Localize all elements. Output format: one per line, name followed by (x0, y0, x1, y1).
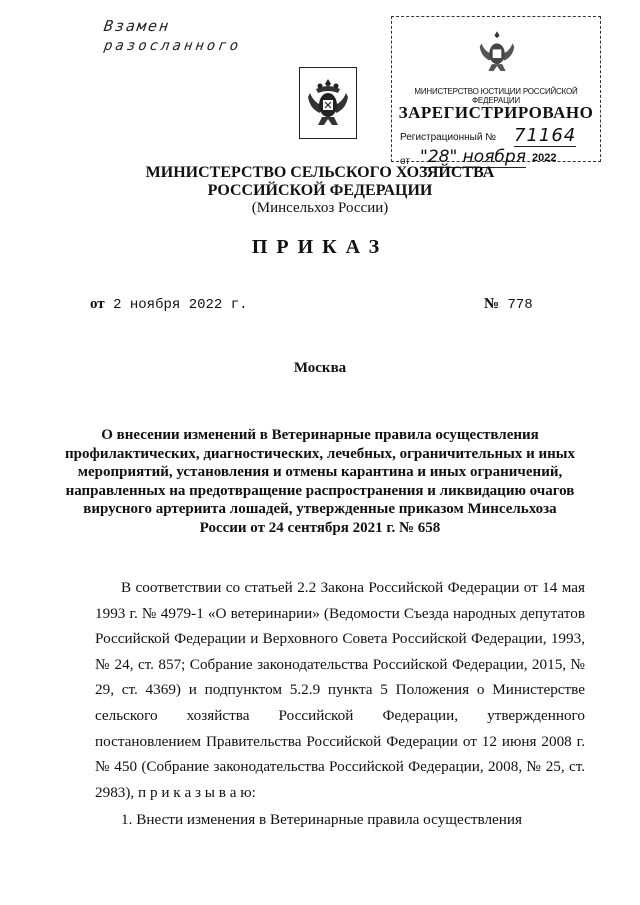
order-title: ПРИКАЗ (251, 236, 389, 258)
ministry-name-line-2: РОССИЙСКОЙ ФЕДЕРАЦИИ (207, 182, 433, 199)
preamble-paragraph: В соответствии со статьей 2.2 Закона Российской Федерации от 14 мая 1993 г. № 4979-1 «О ветеринарии» (Ведомости Съезда народных депутатов Российской Федерации и Верховного Совета Российской Федерации, 1993, № 24, ст. 857; Собрание законодательства Российской Федерации, 2015, № 29, ст. 4369) и подпунктом 5.2.9 пункта 5 Положения о Министерстве сельского хозяйства Российской Федерации, утвержденного постановлением Правительства Российской Федерации от 12 июня 2008 г. № 450 (Собрание законодательства Российской Федерации, 2008, № 25, ст. 2983), п р и к а з ы в а ю: (95, 579, 585, 801)
stamp-date: "28" ноября (420, 147, 526, 167)
coat-of-arms-icon (306, 75, 350, 131)
stamp-registration-number: 71164 (514, 125, 577, 146)
stamp-date-prefix: от (400, 156, 410, 167)
handwritten-note (104, 16, 304, 56)
ministry-short-name: (Минсельхоз России) (251, 200, 389, 216)
city: Москва (293, 360, 347, 376)
coat-of-arms-box (299, 67, 357, 139)
handwritten-line-2: разосланного (102, 38, 243, 54)
order-number-prefix: № (484, 296, 500, 312)
order-date (90, 296, 248, 313)
stamp-emblem-icon (478, 27, 516, 77)
ministry-name-line-1: МИНИСТЕРСТВО СЕЛЬСКОГО ХОЗЯЙСТВА (145, 164, 495, 181)
order-number-value: 778 (507, 297, 533, 313)
stamp-registration-label: Регистрационный № (400, 132, 496, 143)
order-number (484, 296, 533, 313)
stamp-ministry-name: МИНИСТЕРСТВО ЮСТИЦИИ РОССИЙСКОЙ ФЕДЕРАЦИИ (414, 87, 578, 105)
list-item: 1. Внести изменения в Ветеринарные правила осуществления (121, 811, 523, 829)
order-date-value: 2 ноября 2022 г. (113, 297, 248, 313)
stamp-year: 2022 (532, 152, 557, 164)
registration-stamp (391, 16, 601, 167)
order-subject: О внесении изменений в Ветеринарные правила осуществления профилактических, диагностических, лечебных, ограничительных и иных мероприятий, установления и отмены карантина и иных ограничений, направленных на предотвращение распространения и ликвидацию очагов вирусного артериита лошадей, утвержденные приказом Минсельхоза России от 24 сентября 2021 г. № 658 (65, 427, 575, 536)
order-body (95, 575, 585, 833)
order-date-prefix: от (90, 296, 105, 312)
handwritten-line-1: Взамен (102, 17, 172, 35)
stamp-registered-label: ЗАРЕГИСТРИРОВАНО (398, 103, 594, 122)
